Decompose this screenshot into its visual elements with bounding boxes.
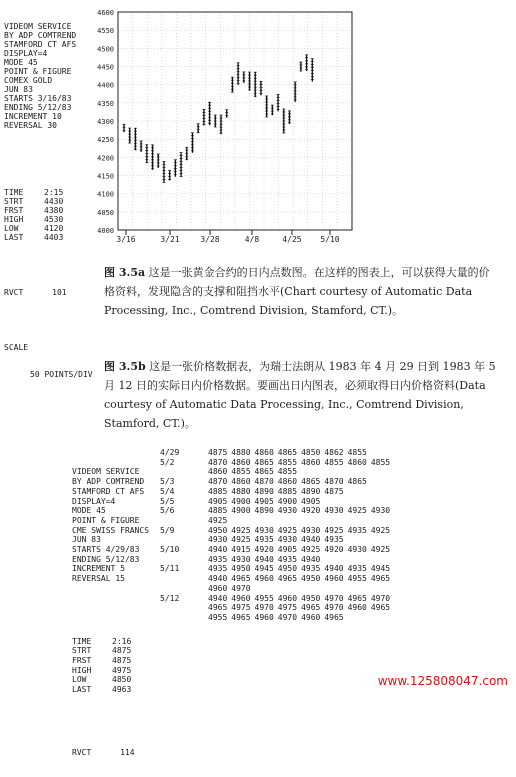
price-cell: 4930 bbox=[347, 545, 367, 555]
price-cell: 4960 bbox=[231, 593, 251, 603]
table-row bbox=[160, 584, 394, 594]
stat-value: 4975 bbox=[112, 665, 132, 675]
info-header-line: BY ADP COMTREND bbox=[4, 31, 77, 40]
price-cell: 4885 bbox=[208, 506, 228, 516]
price-cell: 4940 bbox=[208, 545, 228, 555]
info-header-line: ENDING 5/12/83 bbox=[4, 103, 72, 112]
price-cell: 4970 bbox=[254, 603, 274, 613]
price-cell: 4905 bbox=[208, 496, 228, 506]
table-row bbox=[160, 506, 394, 516]
y-tick-label: 4250 bbox=[97, 136, 114, 145]
price-cell: 4900 bbox=[231, 506, 251, 516]
table-row bbox=[160, 497, 394, 507]
price-cell: 4960 bbox=[347, 603, 367, 613]
info-header-line: STAMFORD CT AFS bbox=[4, 40, 77, 49]
stat-value: 4875 bbox=[112, 656, 132, 666]
price-cell: 4885 bbox=[208, 486, 228, 496]
row-date bbox=[160, 555, 208, 565]
table-row bbox=[160, 477, 394, 487]
table-info-stats bbox=[72, 637, 149, 695]
y-tick-label: 4050 bbox=[97, 208, 114, 217]
price-cell: 4940 bbox=[301, 535, 321, 545]
table-info-header bbox=[72, 467, 149, 583]
price-cell: 4860 bbox=[277, 477, 298, 487]
price-cell: 4965 bbox=[277, 574, 298, 584]
table-row bbox=[160, 555, 394, 565]
price-cell: 4870 bbox=[208, 457, 228, 467]
price-cell: 4855 bbox=[370, 457, 391, 467]
price-cell: 4865 bbox=[254, 467, 274, 477]
x-tick-label: 5/10 bbox=[320, 235, 340, 244]
price-cell: 4865 bbox=[301, 477, 321, 487]
price-cell: 4950 bbox=[301, 574, 321, 584]
price-cell: 4955 bbox=[347, 574, 367, 584]
price-cell: 4925 bbox=[277, 525, 298, 535]
price-cell: 4945 bbox=[254, 564, 274, 574]
caption-a bbox=[104, 263, 500, 320]
table-row bbox=[160, 458, 394, 468]
table-header-line: POINT & FIGURE bbox=[72, 515, 140, 525]
table-row bbox=[160, 603, 394, 613]
y-tick-label: 4350 bbox=[97, 99, 114, 108]
price-cell: 4880 bbox=[231, 448, 251, 457]
price-cell: 4920 bbox=[301, 506, 321, 516]
price-cell: 4855 bbox=[277, 467, 298, 477]
table-header-line: JUN 83 bbox=[72, 535, 101, 545]
price-cell: 4960 bbox=[254, 612, 274, 622]
price-cell: 4975 bbox=[277, 603, 298, 613]
price-cell: 4970 bbox=[277, 612, 298, 622]
price-cell: 4945 bbox=[370, 564, 391, 574]
price-cell: 4862 bbox=[324, 448, 344, 457]
price-cell: 4960 bbox=[324, 574, 344, 584]
price-cell: 4935 bbox=[254, 535, 274, 545]
row-date bbox=[160, 574, 208, 584]
info-header-line: COMEX GOLD bbox=[4, 76, 53, 85]
stat-value: 4875 bbox=[112, 646, 132, 656]
row-date: 5/2 bbox=[160, 457, 175, 467]
price-cell: 4930 bbox=[254, 525, 274, 535]
row-date: 5/11 bbox=[160, 564, 180, 574]
price-cell: 4970 bbox=[324, 593, 344, 603]
price-cell: 4930 bbox=[277, 535, 298, 545]
caption-a-label: 图 3.5a bbox=[104, 266, 146, 279]
price-cell: 4900 bbox=[231, 496, 251, 506]
point-figure-chart bbox=[0, 0, 516, 270]
price-cell: 4885 bbox=[277, 486, 298, 496]
table-header-line: CME SWISS FRANCS bbox=[72, 525, 150, 535]
price-cell: 4875 bbox=[324, 486, 344, 496]
table-row bbox=[160, 535, 394, 545]
table-header-line: STAMFORD CT AFS bbox=[72, 486, 145, 496]
table-row bbox=[160, 564, 394, 574]
stat-row bbox=[72, 646, 149, 656]
stat-value: 2:15 bbox=[44, 188, 64, 197]
price-cell: 4855 bbox=[324, 457, 344, 467]
caption-b-text: 这是一张价格数据表，为瑞士法朗从 1983 年 4 月 29 日到 1983 年 5 月 12 日的实际日内价格数据。要画出日内图表，必须取得日内价格资料(Data courtesy of Automatic Data Processing, Inc., Comtrend Division, Stamford, CT.)。 bbox=[104, 360, 496, 430]
y-tick-label: 4200 bbox=[97, 154, 114, 163]
price-cell: 4925 bbox=[208, 515, 228, 525]
stat-label: FRST bbox=[72, 656, 92, 666]
row-date bbox=[160, 467, 208, 477]
stat-label: LAST bbox=[4, 233, 24, 242]
price-cell: 4865 bbox=[347, 477, 367, 487]
stat-label: TIME bbox=[4, 188, 24, 197]
price-cell: 4925 bbox=[324, 525, 344, 535]
price-cell: 4870 bbox=[208, 477, 228, 487]
price-cell: 4905 bbox=[277, 545, 298, 555]
x-tick-label: 4/8 bbox=[244, 235, 260, 244]
price-cell: 4950 bbox=[277, 564, 298, 574]
stat-row bbox=[72, 637, 149, 647]
price-cell: 4965 bbox=[324, 612, 344, 622]
price-cell: 4915 bbox=[231, 545, 251, 555]
stat-label: TIME bbox=[72, 636, 92, 646]
stat-label: LOW bbox=[4, 224, 19, 233]
table-header-line: DISPLAY=4 bbox=[72, 496, 116, 506]
price-cell: 4965 bbox=[231, 574, 251, 584]
price-cell: 4970 bbox=[231, 583, 251, 593]
price-cell: 4975 bbox=[231, 603, 251, 613]
y-tick-label: 4550 bbox=[97, 27, 114, 36]
price-cell: 4940 bbox=[208, 593, 228, 603]
price-cell: 4925 bbox=[301, 545, 321, 555]
row-date: 5/10 bbox=[160, 545, 180, 555]
price-data-table bbox=[160, 448, 394, 623]
table-header-line: STARTS 4/29/83 bbox=[72, 545, 140, 555]
watermark: www.125808047.com bbox=[377, 674, 508, 688]
stat-label: LOW bbox=[72, 675, 87, 685]
x-tick-label: 3/21 bbox=[160, 235, 180, 244]
row-date: 5/6 bbox=[160, 506, 175, 516]
price-cell: 4965 bbox=[347, 593, 367, 603]
price-cell: 4970 bbox=[370, 593, 391, 603]
price-cell: 4935 bbox=[301, 564, 321, 574]
stat-value: 4530 bbox=[44, 215, 64, 224]
price-cell: 4860 bbox=[208, 467, 228, 477]
price-cell: 4860 bbox=[231, 477, 251, 487]
stat-label: STRT bbox=[72, 646, 92, 656]
price-cell: 4925 bbox=[347, 506, 367, 516]
scale-value: 50 POINTS/DIV bbox=[30, 370, 93, 379]
price-cell: 4960 bbox=[254, 574, 274, 584]
row-date bbox=[160, 584, 208, 594]
price-cell: 4855 bbox=[347, 448, 367, 457]
y-tick-label: 4600 bbox=[97, 9, 114, 17]
info-header-line: STARTS 3/16/83 bbox=[4, 94, 72, 103]
price-cell: 4925 bbox=[370, 545, 391, 555]
row-date bbox=[160, 535, 208, 545]
stat-label: LAST bbox=[72, 685, 92, 695]
price-cell: 4920 bbox=[254, 545, 274, 555]
row-date: 5/5 bbox=[160, 496, 175, 506]
price-cell: 4940 bbox=[324, 564, 344, 574]
price-cell: 4860 bbox=[301, 457, 321, 467]
price-cell: 4860 bbox=[231, 457, 251, 467]
price-cell: 4890 bbox=[301, 486, 321, 496]
price-cell: 4865 bbox=[277, 448, 298, 457]
price-cell: 4925 bbox=[370, 525, 391, 535]
price-cell: 4855 bbox=[277, 457, 298, 467]
price-cell: 4965 bbox=[208, 603, 228, 613]
price-cell: 4920 bbox=[324, 545, 344, 555]
stat-value: 4430 bbox=[44, 197, 64, 206]
stat-row bbox=[72, 675, 149, 685]
table-row bbox=[160, 545, 394, 555]
price-cell: 4965 bbox=[231, 612, 251, 622]
price-cell: 4930 bbox=[231, 554, 251, 564]
price-cell: 4960 bbox=[301, 612, 321, 622]
stat-row bbox=[72, 685, 149, 695]
info-header-line: REVERSAL 30 bbox=[4, 121, 57, 130]
price-cell: 4880 bbox=[231, 486, 251, 496]
y-tick-label: 4450 bbox=[97, 63, 114, 72]
price-cell: 4960 bbox=[277, 593, 298, 603]
table-row bbox=[160, 467, 394, 477]
price-cell: 4965 bbox=[370, 574, 391, 584]
price-cell: 4955 bbox=[254, 593, 274, 603]
caption-b-label: 图 3.5b bbox=[104, 360, 146, 373]
price-cell: 4935 bbox=[347, 525, 367, 535]
info-header-line: VIDEOM SERVICE bbox=[4, 22, 72, 31]
stat-label: STRT bbox=[4, 197, 24, 206]
table-info-panel bbox=[72, 448, 149, 777]
stat-value: 2:16 bbox=[112, 636, 132, 646]
price-cell: 4940 bbox=[301, 554, 321, 564]
table-header-line: REVERSAL 15 bbox=[72, 574, 125, 584]
price-cell: 4890 bbox=[254, 506, 274, 516]
stat-row bbox=[72, 666, 149, 676]
caption-b bbox=[104, 357, 500, 433]
table-row bbox=[160, 526, 394, 536]
row-date: 5/12 bbox=[160, 593, 180, 603]
price-cell: 4870 bbox=[254, 477, 274, 487]
price-cell: 4860 bbox=[347, 457, 367, 467]
table-header-line: INCREMENT 5 bbox=[72, 564, 125, 574]
price-cell: 4865 bbox=[254, 457, 274, 467]
row-date: 5/4 bbox=[160, 486, 175, 496]
price-cell: 4930 bbox=[370, 506, 391, 516]
stat-value: 4403 bbox=[44, 233, 64, 242]
info-header-line: MODE 45 bbox=[4, 58, 38, 67]
info-header-line: JUN 83 bbox=[4, 85, 33, 94]
table-header-line: MODE 45 bbox=[72, 506, 106, 516]
price-cell: 4930 bbox=[324, 506, 344, 516]
table-row bbox=[160, 448, 394, 458]
price-cell: 4860 bbox=[254, 448, 274, 457]
price-cell: 4935 bbox=[208, 554, 228, 564]
x-tick-label: 3/16 bbox=[116, 235, 136, 244]
y-tick-label: 4100 bbox=[97, 190, 114, 199]
table-row bbox=[160, 594, 394, 604]
stat-label: HIGH bbox=[72, 665, 92, 675]
price-cell: 4965 bbox=[301, 603, 321, 613]
price-cell: 4935 bbox=[347, 564, 367, 574]
stat-value: 4963 bbox=[112, 685, 132, 695]
price-cell: 4950 bbox=[301, 593, 321, 603]
price-cell: 4940 bbox=[254, 554, 274, 564]
row-date: 5/9 bbox=[160, 525, 175, 535]
price-cell: 4890 bbox=[254, 486, 274, 496]
stat-label: FRST bbox=[4, 206, 24, 215]
y-tick-label: 4150 bbox=[97, 172, 114, 181]
x-tick-label: 4/25 bbox=[282, 235, 302, 244]
table-header-line: BY ADP COMTREND bbox=[72, 477, 145, 487]
y-tick-label: 4500 bbox=[97, 45, 114, 54]
stat-value: 4120 bbox=[44, 224, 64, 233]
price-cell: 4905 bbox=[301, 496, 321, 506]
row-date: 5/3 bbox=[160, 477, 175, 487]
stat-value: 4380 bbox=[44, 206, 64, 215]
price-cell: 4930 bbox=[301, 525, 321, 535]
price-cell: 4960 bbox=[208, 583, 228, 593]
row-date bbox=[160, 516, 208, 526]
info-header-line: POINT & FIGURE bbox=[4, 67, 72, 76]
x-tick-label: 3/28 bbox=[200, 235, 220, 244]
price-cell: 4950 bbox=[208, 525, 228, 535]
table-row bbox=[160, 487, 394, 497]
price-cell: 4925 bbox=[231, 525, 251, 535]
price-cell: 4875 bbox=[208, 448, 228, 457]
info-header-line: DISPLAY=4 bbox=[4, 49, 48, 58]
rvct-line: RVCT 101 bbox=[4, 288, 67, 297]
price-cell: 4940 bbox=[208, 574, 228, 584]
table-row bbox=[160, 574, 394, 584]
price-cell: 4850 bbox=[301, 448, 321, 457]
price-cell: 4930 bbox=[208, 535, 228, 545]
price-cell: 4935 bbox=[208, 564, 228, 574]
row-date bbox=[160, 613, 208, 623]
stat-value: 4850 bbox=[112, 675, 132, 685]
y-tick-label: 4400 bbox=[97, 81, 114, 90]
caption-a-text: 这是一张黄金合约的日内点数图。在这样的图表上，可以获得大量的价格资料，发现隐含的支撑和阻挡水平(Chart courtesy of Automatic Data Processing, Inc., Comtrend Division, Stamford, CT.)。 bbox=[104, 266, 490, 317]
price-cell: 4965 bbox=[370, 603, 391, 613]
price-cell: 4950 bbox=[231, 564, 251, 574]
price-cell: 4905 bbox=[254, 496, 274, 506]
price-cell: 4925 bbox=[231, 535, 251, 545]
price-cell: 4935 bbox=[324, 535, 344, 545]
table-row bbox=[160, 613, 394, 623]
info-header-line: INCREMENT 10 bbox=[4, 112, 62, 121]
price-cell: 4900 bbox=[277, 496, 298, 506]
price-cell: 4970 bbox=[324, 603, 344, 613]
row-date bbox=[160, 603, 208, 613]
price-cell: 4855 bbox=[231, 467, 251, 477]
price-cell: 4930 bbox=[277, 506, 298, 516]
stat-label: HIGH bbox=[4, 215, 24, 224]
price-cell: 4935 bbox=[277, 554, 298, 564]
table-rvct-line: RVCT 114 bbox=[72, 747, 135, 757]
price-cell: 4955 bbox=[208, 612, 228, 622]
table-header-line: VIDEOM SERVICE bbox=[72, 467, 140, 477]
stat-row bbox=[72, 656, 149, 666]
table-header-line: ENDING 5/12/83 bbox=[72, 554, 140, 564]
y-tick-label: 4300 bbox=[97, 118, 114, 126]
scale-label: SCALE bbox=[4, 343, 29, 352]
table-row bbox=[160, 516, 394, 526]
y-tick-label: 4000 bbox=[97, 227, 114, 235]
price-cell: 4870 bbox=[324, 477, 344, 487]
row-date: 4/29 bbox=[160, 448, 180, 457]
